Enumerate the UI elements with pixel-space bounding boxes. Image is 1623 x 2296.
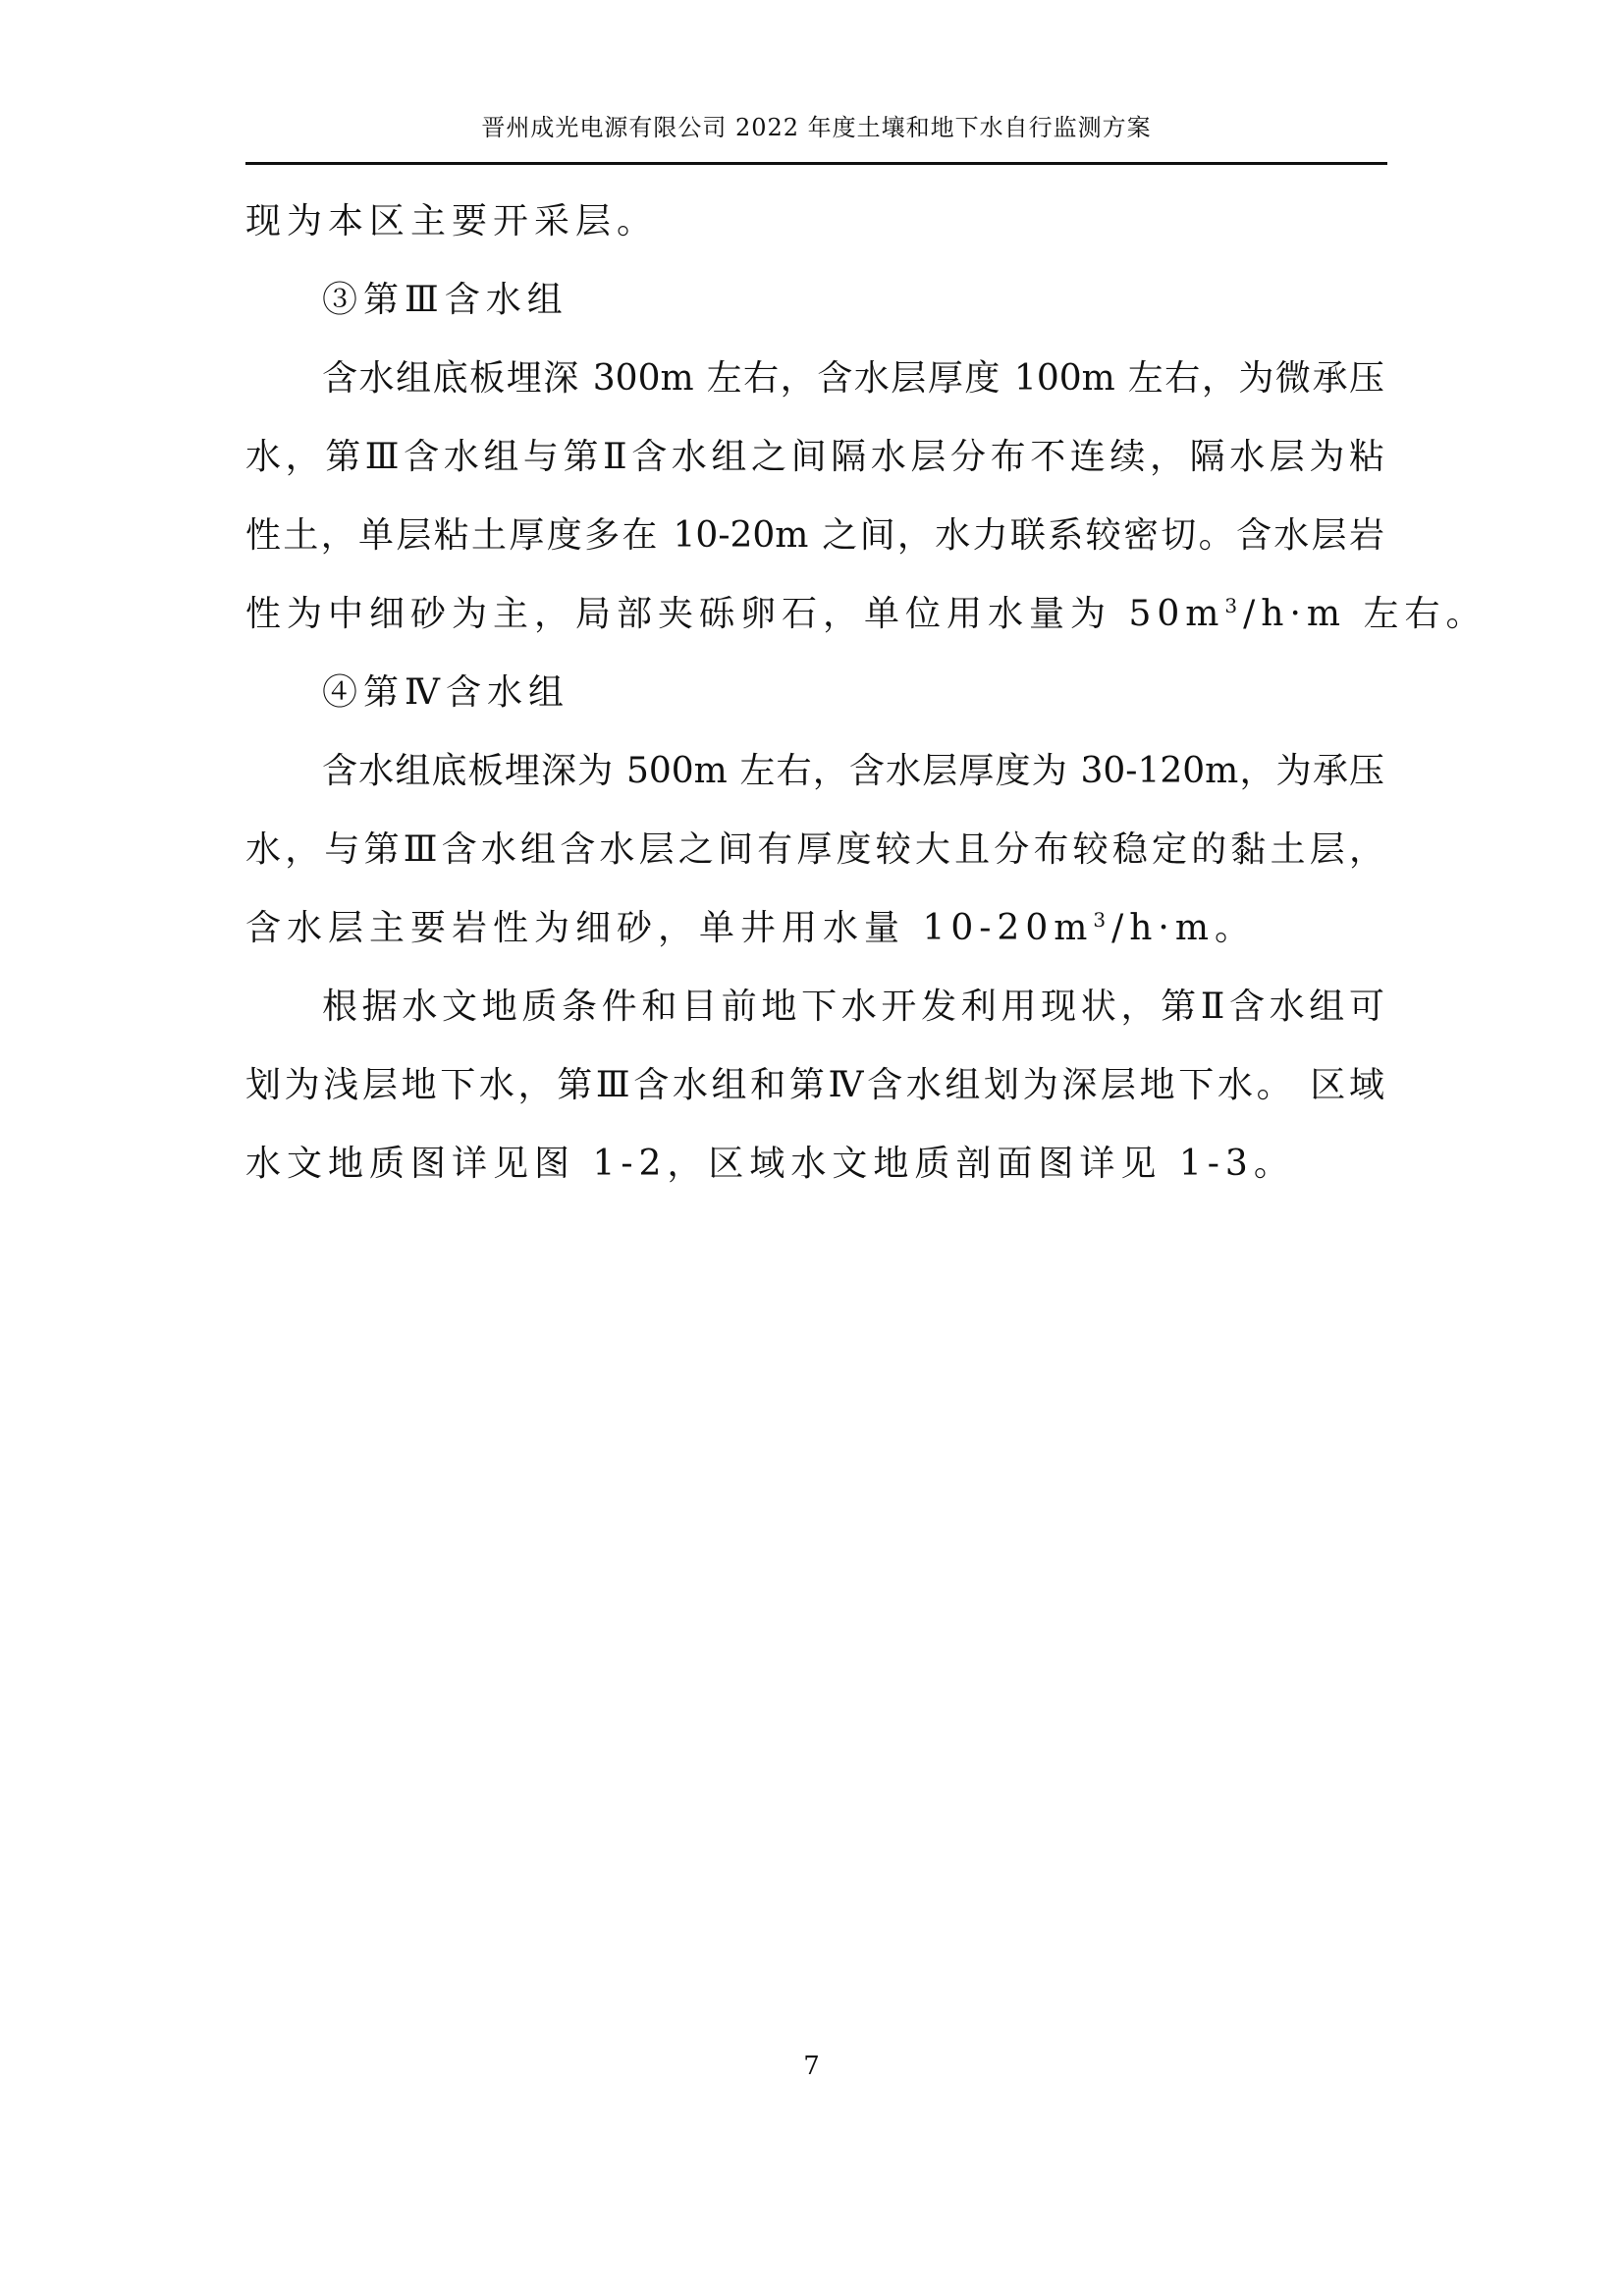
paragraph-line: 含水组底板埋深 300m 左右，含水层厚度 100m 左右，为微承压 — [322, 358, 1384, 399]
superscript: 3 — [1224, 594, 1244, 617]
header-rule — [245, 162, 1387, 165]
section-heading: ③第Ⅲ含水组 — [322, 280, 568, 320]
paragraph-line — [245, 908, 1384, 987]
paragraph-line: 性土，单层粘土厚度多在 10-20m 之间，水力联系较密切。含水层岩 — [245, 515, 1384, 556]
page-header: 晋州成光电源有限公司 2022 年度土壤和地下水自行监测方案 — [481, 114, 1152, 141]
paragraph-line: 水，与第Ⅲ含水组含水层之间有厚度较大且分布较稳定的黏土层， — [245, 829, 1384, 870]
paragraph-line: 划为浅层地下水，第Ⅲ含水组和第Ⅳ含水组划为深层地下水。 区域 — [245, 1065, 1384, 1105]
paragraph-line — [245, 594, 1488, 672]
line-text: /h·m。 — [1111, 908, 1257, 948]
paragraph-line: 水文地质图详见图 1-2，区域水文地质剖面图详见 1-3。 — [245, 1144, 1295, 1184]
line-text: 含水层主要岩性为细砂，单井用水量 10-20m — [245, 908, 1094, 948]
body-text — [245, 201, 1488, 1222]
paragraph-line: 根据水文地质条件和目前地下水开发利用现状，第Ⅱ含水组可 — [322, 987, 1384, 1027]
paragraph-line: 水，第Ⅲ含水组与第Ⅱ含水组之间隔水层分布不连续，隔水层为粘 — [245, 437, 1384, 477]
paragraph-line: 含水组底板埋深为 500m 左右，含水层厚度为 30-120m，为承压 — [322, 751, 1384, 791]
superscript: 3 — [1093, 908, 1112, 932]
line-text: /h·m 左右。 — [1243, 594, 1488, 634]
section-heading: ④第Ⅳ含水组 — [322, 672, 569, 713]
page-number: 7 — [803, 2052, 820, 2081]
line-text: 性为中细砂为主，局部夹砾卵石，单位用水量为 50m — [245, 594, 1225, 634]
paragraph-line: 现为本区主要开采层。 — [245, 201, 659, 241]
